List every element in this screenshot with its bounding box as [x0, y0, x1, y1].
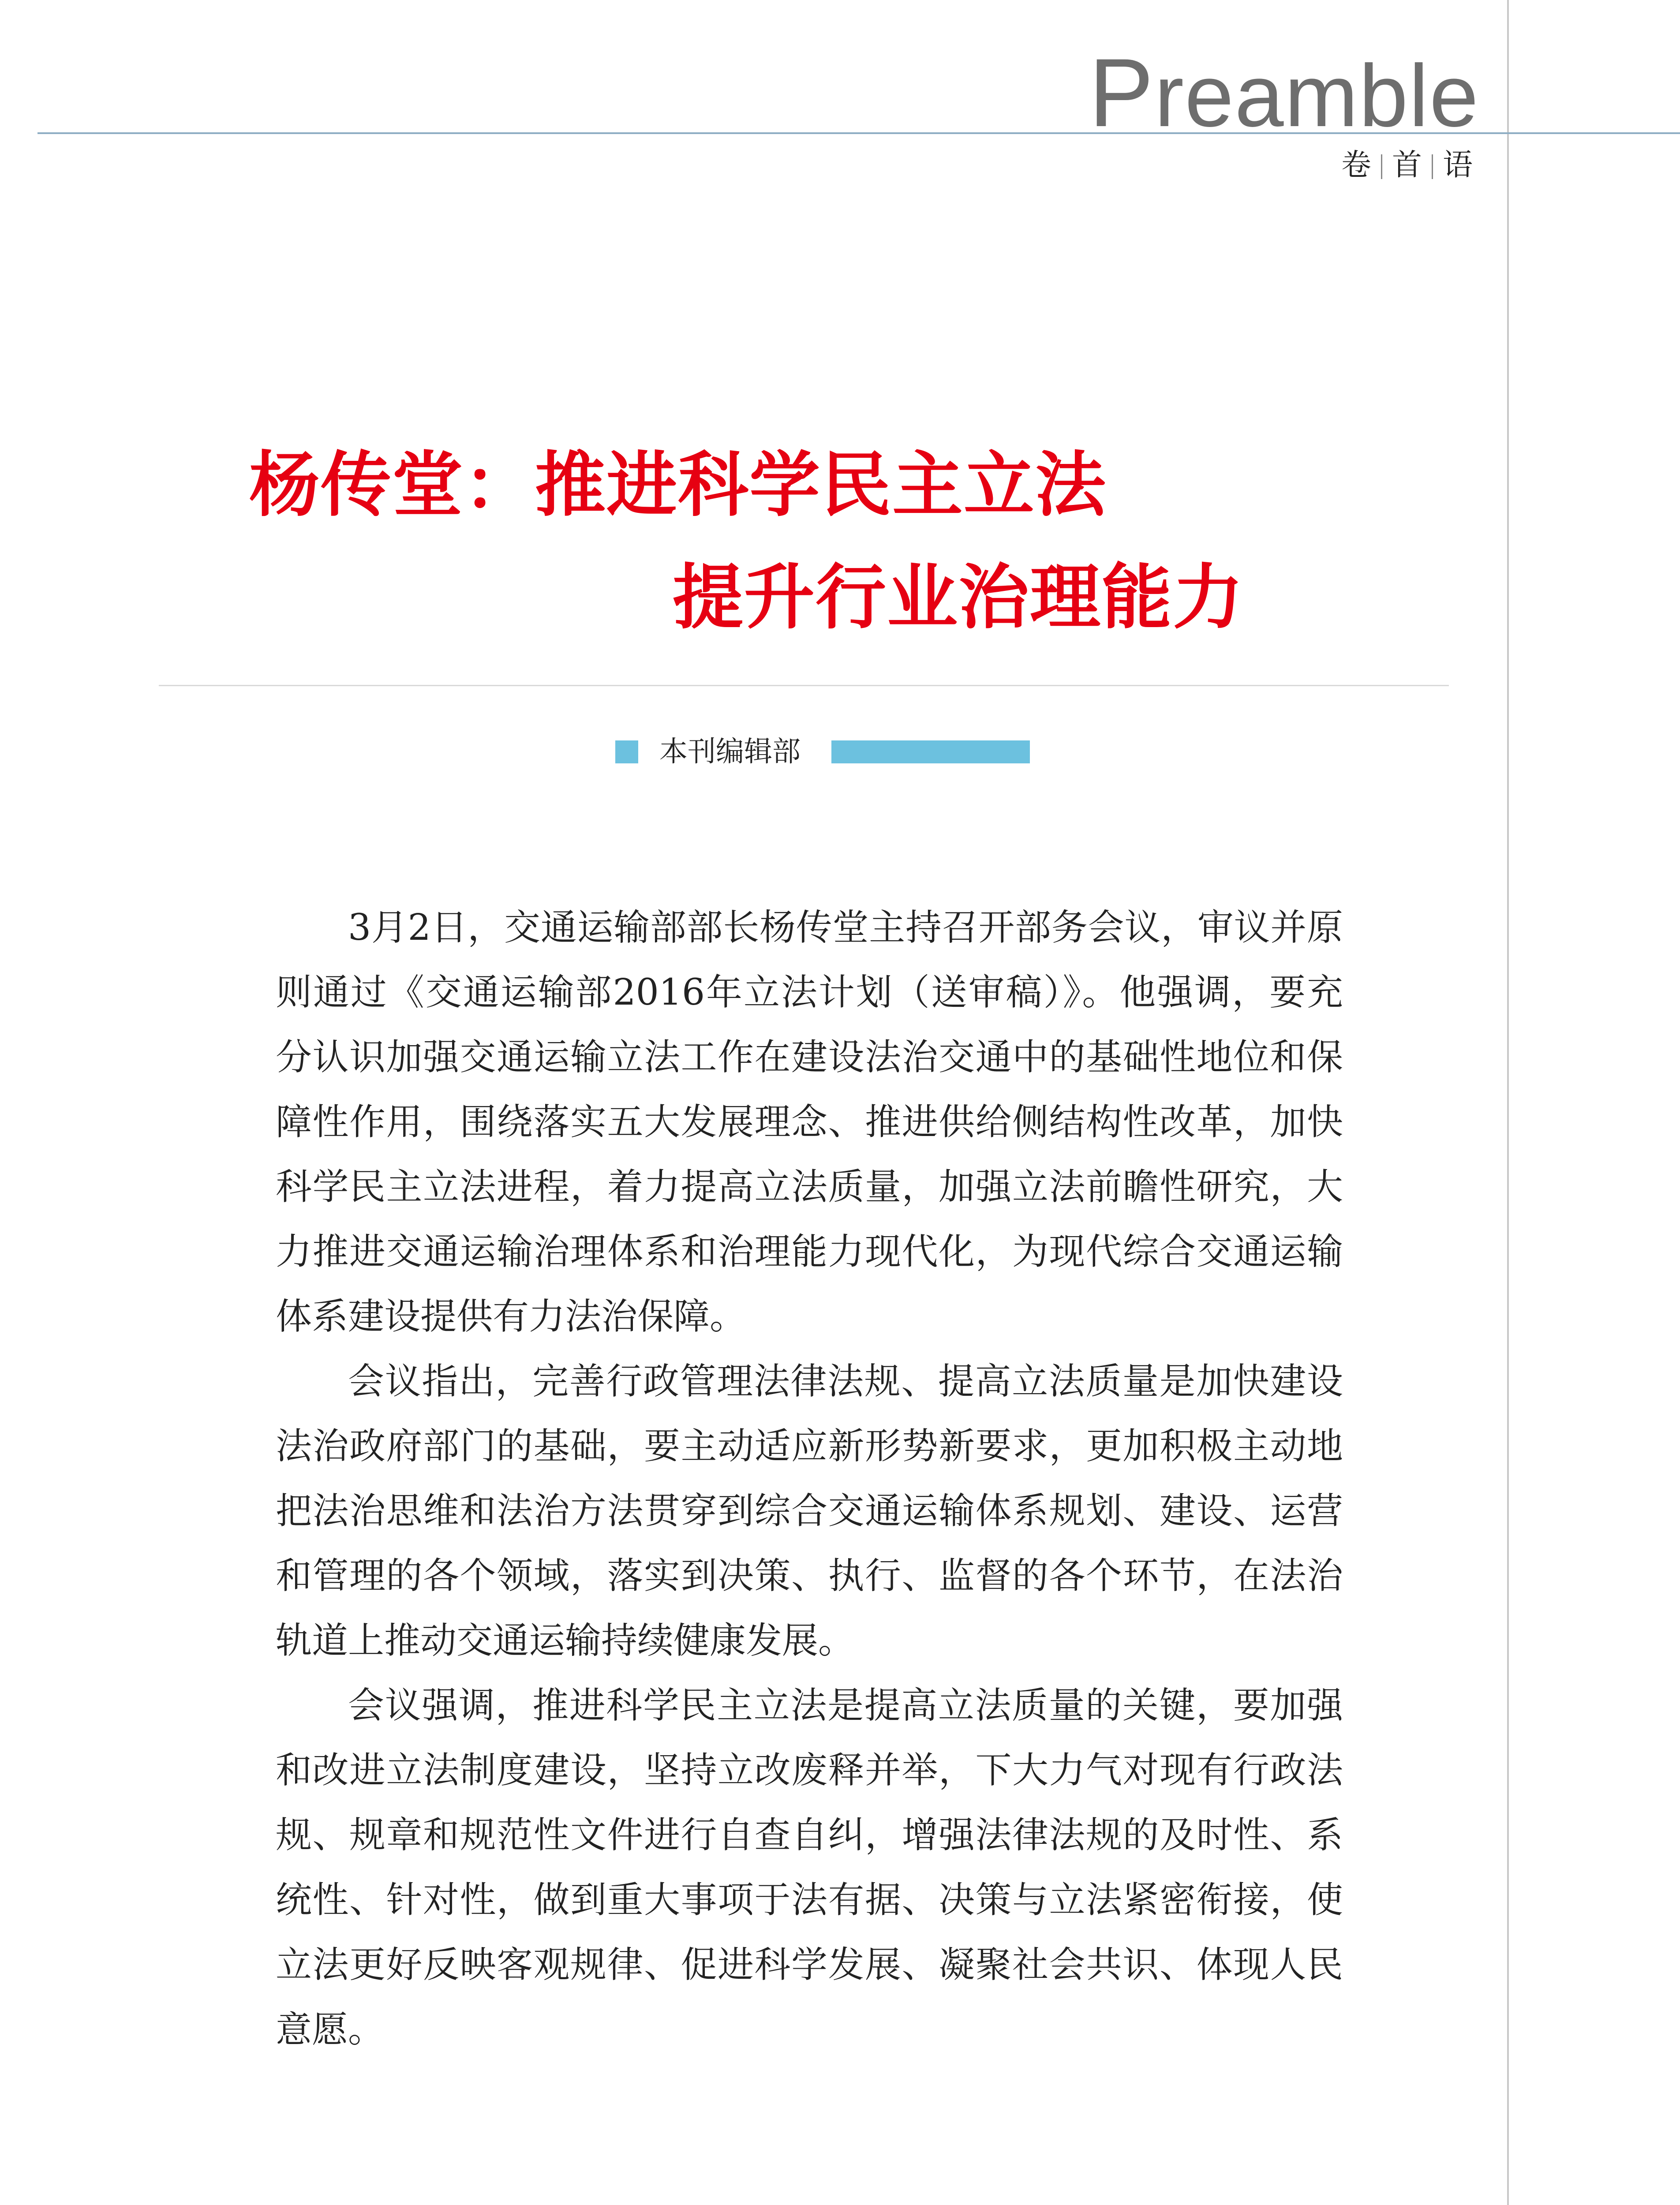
preamble-rest: reamble [1154, 47, 1479, 145]
byline-bar-marker [831, 740, 1030, 763]
byline-square-marker [615, 740, 638, 763]
article-paragraph: 会议强调，推进科学民主立法是提高立法质量的关键，要加强和改进立法制度建设，坚持立改废释并举，下大力气对现有行政法规、规章和规范性文件进行自查自纠，增强法律法规的及时性、系统性、针对性，做到重大事项于法有据、决策与立法紧密衔接，使立法更好反映客观规律、促进科学发展、凝聚社会共识、体现人民意愿。 [276, 1685, 1343, 2051]
title-divider [159, 685, 1449, 686]
column-tag-char: 首 [1392, 148, 1422, 183]
column-tag [1341, 148, 1473, 183]
right-margin-rule [1507, 0, 1509, 2205]
column-tag-char: 卷 [1341, 148, 1371, 183]
article-paragraph: 会议指出，完善行政管理法律法规、提高立法质量是加快建设法治政府部门的基础，要主动适应新形势新要求，更加积极主动地把法治思维和法治方法贯穿到综合交通运输体系规划、建设、运营和管理的各个领域，落实到决策、执行、监督的各个环节，在法治轨道上推动交通运输持续健康发展。 [276, 1360, 1343, 1662]
section-heading-preamble [1089, 38, 1479, 147]
byline-author: 本刊编辑部 [659, 736, 801, 768]
article-paragraph: 3月2日，交通运输部部长杨传堂主持召开部务会议，审议并原则通过《交通运输部2016年立法计划（送审稿）》。他强调，要充分认识加强交通运输立法工作在建设法治交通中的基础性地位和保障性作用，围绕落实五大发展理念、推进供给侧结构性改革，加快科学民主立法进程，着力提高立法质量，加强立法前瞻性研究，大力推进交通运输治理体系和治理能力现代化，为现代综合交通运输体系建设提供有力法治保障。 [276, 907, 1343, 1338]
column-tag-separator [1432, 154, 1433, 179]
preamble-initial: P [1089, 38, 1155, 147]
article-body [276, 895, 1343, 2062]
byline [615, 732, 1030, 772]
article-title-line-1: 杨传堂：推进科学民主立法 [249, 444, 1107, 526]
column-tag-char: 语 [1442, 148, 1473, 183]
column-tag-separator [1381, 154, 1382, 179]
article-title-line-2: 提升行业治理能力 [673, 556, 1245, 639]
